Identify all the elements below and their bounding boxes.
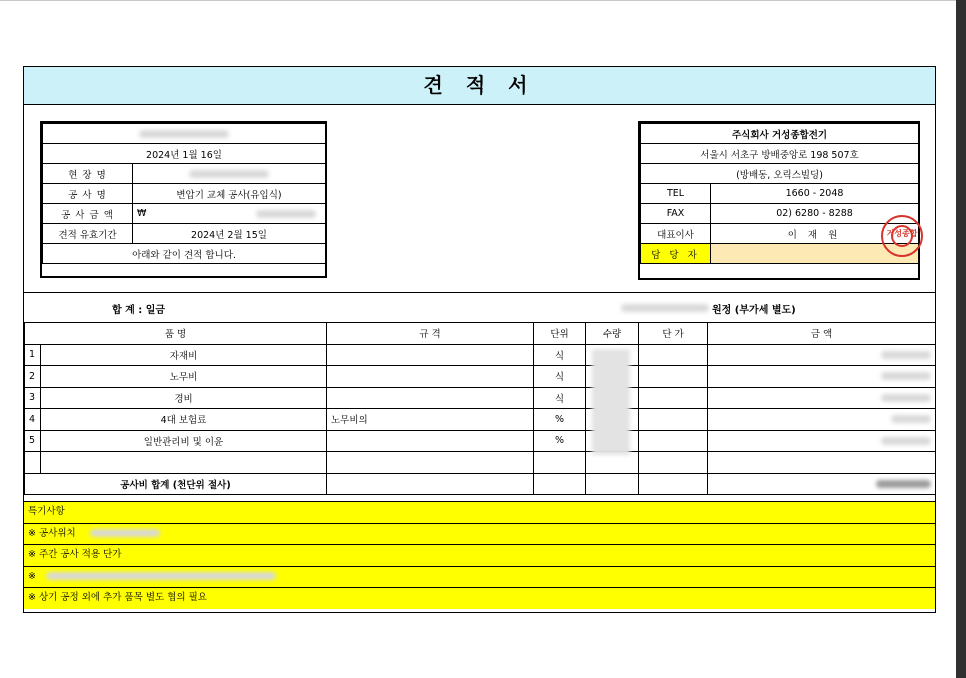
row-price	[639, 344, 708, 366]
statement: 아래와 같이 견적 합니다.	[43, 244, 326, 264]
document-title: 견 적 서	[24, 67, 935, 105]
row-spec: 노무비의	[327, 409, 534, 431]
subtotal-amount	[708, 473, 936, 495]
row-amount	[708, 387, 936, 409]
row-item: 일반관리비 및 이윤	[41, 430, 327, 452]
table-row	[25, 430, 936, 452]
row-number: 1	[25, 344, 41, 366]
table-row	[25, 387, 936, 409]
row-spec	[327, 344, 534, 366]
row-amount	[708, 344, 936, 366]
row-number: 4	[25, 409, 41, 431]
row-unit: %	[534, 430, 586, 452]
amount-value	[133, 204, 326, 224]
row-spec	[327, 430, 534, 452]
table-header	[25, 323, 936, 345]
row-amount	[708, 366, 936, 388]
project-value: 변압기 교체 공사(유입식)	[133, 184, 326, 204]
viewer-top-edge	[0, 0, 956, 1]
special-notes	[24, 501, 935, 609]
header-qty: 수량	[586, 323, 639, 345]
header-amount: 금 액	[708, 323, 936, 345]
row-number: 5	[25, 430, 41, 452]
project-label: 공 사 명	[43, 184, 133, 204]
row-item: 자재비	[41, 344, 327, 366]
ceo-value: 이 재 원	[711, 224, 919, 244]
viewer-scrollbar[interactable]	[956, 0, 966, 678]
table-row-empty	[25, 452, 936, 474]
quantity-redaction	[592, 349, 630, 455]
site-value	[133, 164, 326, 184]
note-redacted-mark: ※	[28, 570, 36, 582]
ceo-label: 대표이사	[641, 224, 711, 244]
company-seal	[881, 215, 923, 257]
quote-date: 2024년 1월 16일	[43, 144, 326, 164]
supplier-company: 주식회사 거성종합전기	[641, 124, 919, 144]
header-item: 품 명	[25, 323, 327, 345]
table-row	[25, 409, 936, 431]
items-table	[24, 322, 936, 495]
tel-label: TEL	[641, 184, 711, 204]
table-row	[25, 366, 936, 388]
won-label: 원정 (부가세 별도)	[712, 305, 796, 316]
row-price	[639, 409, 708, 431]
row-price	[639, 366, 708, 388]
note-daytime: ※ 주간 공사 적용 단가	[24, 544, 935, 566]
client-name	[43, 124, 326, 144]
validity-value: 2024년 2월 15일	[133, 224, 326, 244]
note-location	[24, 523, 935, 545]
subtotal-label: 공사비 합계 (천단위 절사)	[25, 473, 327, 495]
seal-text: 거성종합	[886, 229, 918, 238]
row-price	[639, 430, 708, 452]
header-spec: 규 격	[327, 323, 534, 345]
supplier-address2: (방배동, 오릭스빌딩)	[641, 164, 919, 184]
row-amount	[708, 430, 936, 452]
row-number: 3	[25, 387, 41, 409]
total-label: 합 계 : 일금	[112, 305, 166, 316]
total-amount-redacted	[621, 304, 709, 312]
site-label: 현 장 명	[43, 164, 133, 184]
note-location-text: ※ 공사위치	[28, 527, 76, 539]
row-unit: 식	[534, 387, 586, 409]
manager-label: 담 당 자	[641, 244, 711, 264]
header-price: 단 가	[639, 323, 708, 345]
tel-value: 1660 - 2048	[711, 184, 919, 204]
row-spec	[327, 387, 534, 409]
row-price	[639, 387, 708, 409]
supplier-address1: 서울시 서초구 방배중앙로 198 507호	[641, 144, 919, 164]
note-additional: ※ 상기 공정 외에 추가 품목 별도 협의 필요	[24, 587, 935, 609]
row-unit: 식	[534, 344, 586, 366]
table-row	[25, 344, 936, 366]
header-unit: 단위	[534, 323, 586, 345]
validity-label: 견적 유효기간	[43, 224, 133, 244]
fax-label: FAX	[641, 204, 711, 224]
fax-value: 02) 6280 - 8288	[711, 204, 919, 224]
notes-header: 특기사항	[24, 501, 935, 523]
row-spec	[327, 366, 534, 388]
amount-label: 공 사 금 액	[43, 204, 133, 224]
subtotal-row	[25, 473, 936, 495]
row-item: 경비	[41, 387, 327, 409]
row-unit: %	[534, 409, 586, 431]
row-unit: 식	[534, 366, 586, 388]
client-info-box	[40, 121, 327, 278]
row-item: 4대 보험료	[41, 409, 327, 431]
row-amount	[708, 409, 936, 431]
row-item: 노무비	[41, 366, 327, 388]
row-number: 2	[25, 366, 41, 388]
supplier-info-box	[638, 121, 920, 280]
note-redacted	[24, 566, 935, 588]
quotation-document	[23, 66, 936, 613]
total-summary-row	[24, 292, 935, 323]
won-symbol: ₩	[137, 208, 147, 219]
